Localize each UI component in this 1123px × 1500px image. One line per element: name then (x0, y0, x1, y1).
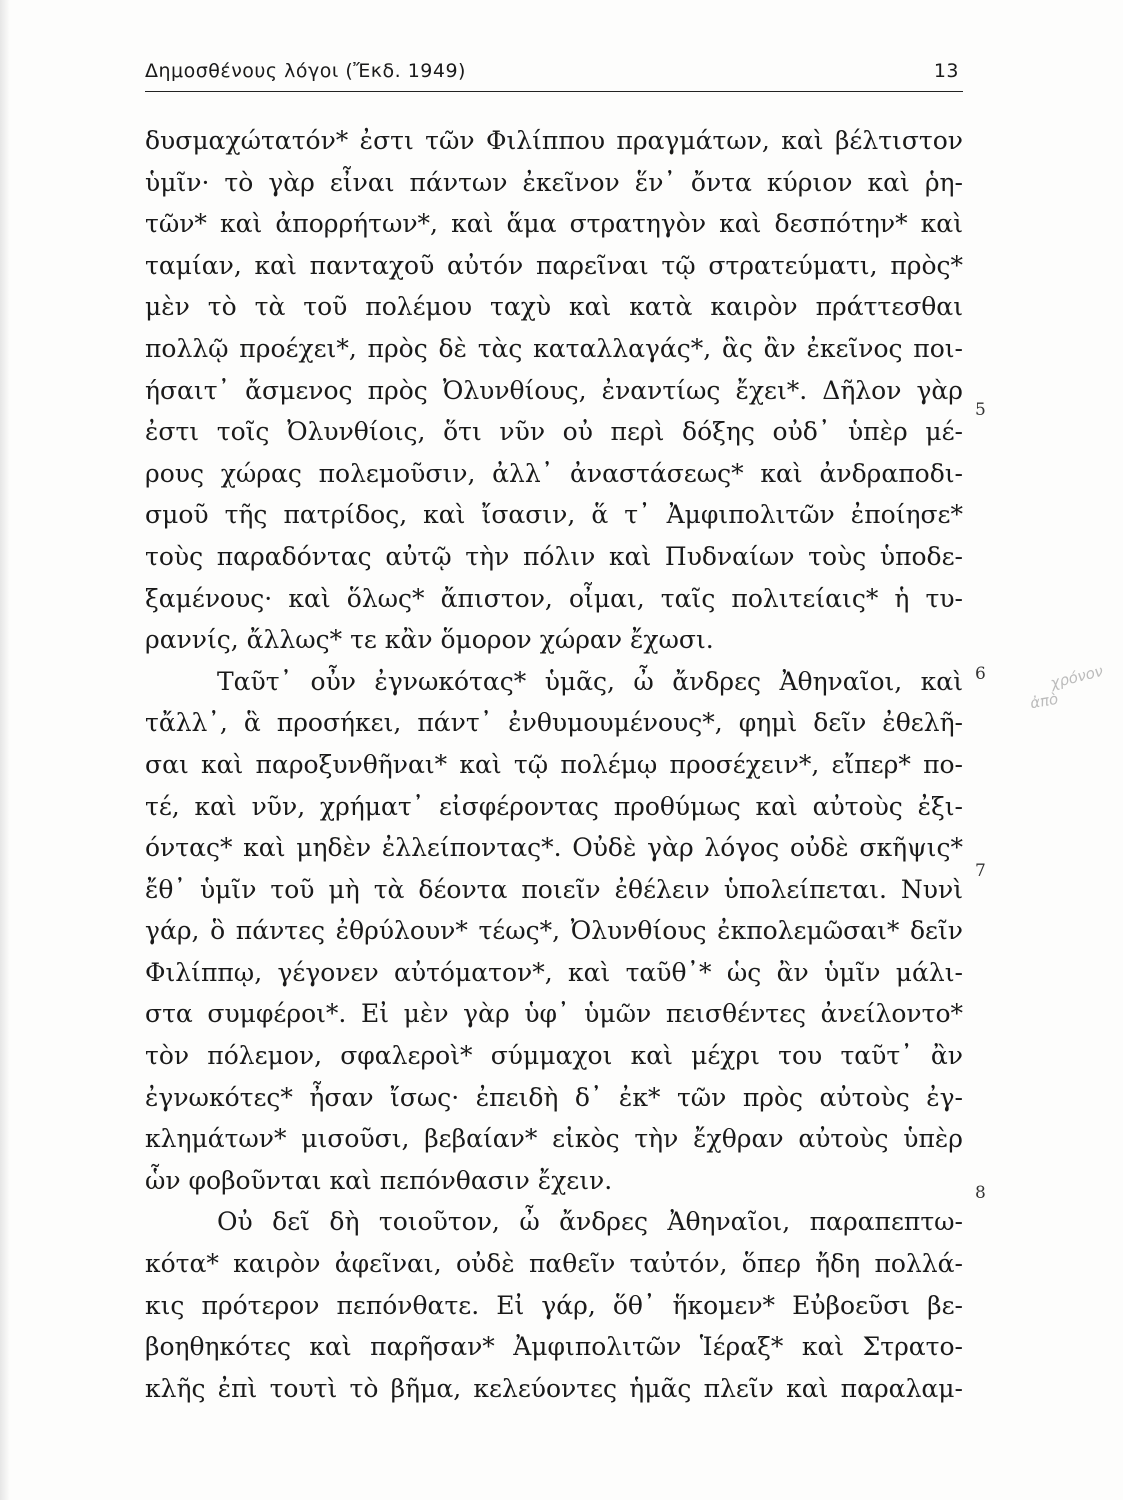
text-line: μὲν τὸ τὰ τοῦ πολέμου ταχὺ καὶ κατὰ καιρὸν πράττεσθαι (145, 292, 963, 322)
text-line: κλῆς ἐπὶ τουτὶ τὸ βῆμα, κελεύοντες ἡμᾶς πλεῖν καὶ παραλαμ- (145, 1373, 963, 1403)
text-line: πολλῷ προέχει*, πρὸς δὲ τὰς καταλλαγάς*, ἃς ἂν ἐκεῖνος ποι- (145, 333, 963, 363)
body-text (145, 120, 963, 1409)
text-line: τοὺς παραδόντας αὐτῷ τὴν πόλιν καὶ Πυδναίων τοὺς ὑποδε- (145, 541, 963, 571)
page-shadow (0, 0, 10, 1500)
section-number-5: 5 (975, 400, 986, 420)
text-line: ταμίαν, καὶ πανταχοῦ αὐτόν παρεῖναι τῷ στρατεύματι, πρὸς* (145, 250, 963, 280)
text-line: Φιλίππῳ, γέγονεν αὐτόματον*, καὶ ταῦθ᾽* ὡς ἂν ὑμῖν μάλι- (145, 957, 963, 987)
paragraph-start: Ταῦτ᾽ οὖν ἐγνωκότας* ὑμᾶς, ὦ ἄνδρες Ἀθηναῖοι, καὶ (217, 666, 963, 696)
text-line: σμοῦ τῆς πατρίδος, καὶ ἴσασιν, ἅ τ᾽ Ἀμφιπολιτῶν ἐποίησε* (145, 500, 963, 530)
section-number-7: 7 (975, 861, 986, 881)
text-line: ἐστι τοῖς Ὀλυνθίοις, ὅτι νῦν οὐ περὶ δόξης οὐδ᾽ ὑπὲρ μέ- (145, 417, 963, 447)
text-line: γάρ, ὃ πάντες ἐθρύλουν* τέως*, Ὀλυνθίους ἐκπολεμῶσαι* δεῖν (145, 916, 963, 946)
page-header (145, 60, 963, 88)
text-line: ἐγνωκότες* ἦσαν ἴσως· ἐπειδὴ δ᾽ ἐκ* τῶν πρὸς αὐτοὺς ἐγ- (145, 1082, 963, 1112)
pencil-margin-note: ἀπὸ (1028, 689, 1060, 713)
text-line: ήσαιτ᾽ ἄσμενος πρὸς Ὀλυνθίους, ἐναντίως ἔχει*. Δῆλον γὰρ (145, 375, 963, 405)
text-line: τῶν* καὶ ἀπορρήτων*, καὶ ἅμα στρατηγὸν καὶ δεσπότην* καὶ (145, 209, 963, 239)
text-line: δυσμαχώτατόν* ἐστι τῶν Φιλίππου πραγμάτων, καὶ βέλτιστον (145, 126, 963, 155)
text-line: ἔθ᾽ ὑμῖν τοῦ μὴ τὰ δέοντα ποιεῖν ἐθέλειν ὑπολείπεται. Νυνὶ (145, 874, 963, 904)
text-line: κλημάτων* μισοῦσι, βεβαίαν* εἰκὸς τὴν ἔχθραν αὐτοὺς ὑπὲρ (145, 1124, 963, 1154)
text-line: όντας* καὶ μηδὲν ἐλλείποντας*. Οὐδὲ γὰρ λόγος οὐδὲ σκῆψις* (145, 833, 963, 863)
text-line: ρους χώρας πολεμοῦσιν, ἀλλ᾽ ἀναστάσεως* καὶ ἀνδραποδι- (145, 458, 963, 488)
page-number: 13 (933, 60, 959, 82)
text-line: ξαμένους· καὶ ὅλως* ἄπιστον, οἶμαι, ταῖς πολιτείαις* ἡ τυ- (145, 583, 963, 613)
text-line: ὑμῖν· τὸ γὰρ εἶναι πάντων ἐκεῖνον ἕν᾽ ὄντα κύριον καὶ ῥη- (145, 167, 963, 197)
text-line: κότα* καιρὸν ἀφεῖναι, οὐδὲ παθεῖν ταὐτόν, ὅπερ ἤδη πολλά- (145, 1249, 963, 1279)
text-line: τέ, καὶ νῦν, χρήματ᾽ εἰσφέροντας προθύμως καὶ αὐτοὺς ἐξι- (145, 791, 963, 821)
text-line: σαι καὶ παροξυνθῆναι* καὶ τῷ πολέμῳ προσέχειν*, εἴπερ* πο- (145, 749, 963, 779)
paragraph-start: Οὐ δεῖ δὴ τοιοῦτον, ὦ ἄνδρες Ἀθηναῖοι, παραπεπτω- (217, 1207, 963, 1237)
text-line: τὸν πόλεμον, σφαλεροὶ* σύμμαχοι καὶ μέχρι του ταῦτ᾽ ἂν (145, 1041, 963, 1071)
header-rule (145, 91, 963, 92)
text-line: τἄλλ᾽, ἃ προσήκει, πάντ᾽ ἐνθυμουμένους*, φημὶ δεῖν ἐθελῆ- (145, 708, 963, 738)
section-number-6: 6 (975, 664, 986, 684)
text-line: κις πρότερον πεπόνθατε. Εἰ γάρ, ὅθ᾽ ἥκομεν* Εὐβοεῦσι βε- (145, 1290, 963, 1320)
section-number-8: 8 (975, 1183, 986, 1203)
text-line: βοηθηκότες καὶ παρῆσαν* Ἀμφιπολιτῶν Ἱέραξ* καὶ Στρατο- (145, 1332, 963, 1362)
text-line: ὧν φοβοῦνται καὶ πεπόνθασιν ἔχειν. (145, 1165, 613, 1195)
text-line: στα συμφέροι*. Εἰ μὲν γὰρ ὑφ᾽ ὑμῶν πεισθέντες ἀνείλοντο* (145, 999, 963, 1029)
pencil-margin-note: χρόνον (1048, 661, 1105, 693)
text-line: ραννίς, ἄλλως* τε κἂν ὅμορον χώραν ἔχωσι. (145, 625, 714, 655)
running-head: Δημοσθένους λόγοι (Ἔκδ. 1949) (145, 60, 466, 82)
